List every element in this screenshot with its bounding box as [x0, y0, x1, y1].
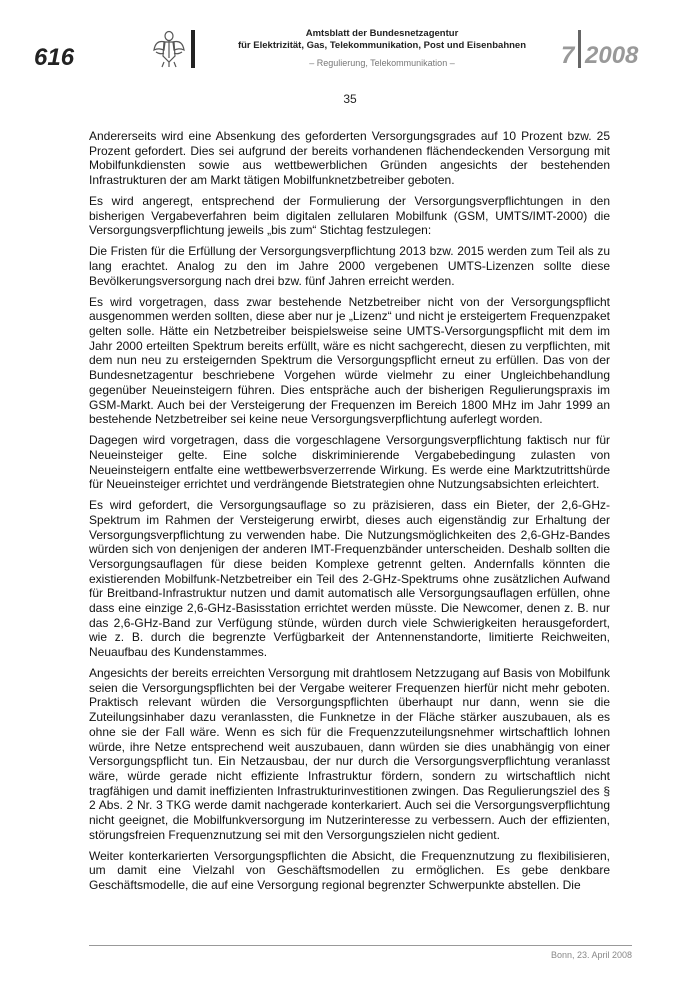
- footer-rule: [89, 945, 632, 946]
- footer-place-date: Bonn, 23. April 2008: [550, 950, 632, 960]
- paragraph: Es wird angeregt, entsprechend der Formulierung der Versorgungsverpflichtungen in den bisherigen Vergabeverfahren beim digitalen zellularen Mobilfunk (GSM, UMTS/IMT-2000) die Versorgungsverpflichtung jeweils „bis zum“ Stichtag festzulegen:: [89, 194, 610, 238]
- federal-eagle-icon: [152, 28, 186, 68]
- body-text: [89, 129, 610, 899]
- issue-number: 7: [561, 42, 575, 69]
- journal-title-line-2: für Elektrizität, Gas, Telekommunikation, Post und Eisenbahnen: [237, 40, 527, 51]
- paragraph: Es wird gefordert, die Versorgungsauflage so zu präzisieren, dass ein Bieter, der 2,6-GHz-Spektrum im Rahmen der Versteigerung erwirbt, dieses auch eigenständig zur Erhaltung der Versorgungsverpflichtung zu verwenden habe. Die Nutzungsmöglichkeiten des 2,6-GHz-Bandes würden sich von denjenigen der anderen IMT-Frequenzbänder unterscheiden. Deshalb sollten die Versorgungsauflagen für diese beiden Komplexe getrennt gelten. Andernfalls könnten die existierenden Mobilfunk-Netzbetreiber ein Teil des 2-GHz-Spektrums ohne zusätzlichen Aufwand für Breitband-Infrastruktur nutzen und damit automatisch alle Versorgungsauflagen erfüllen, ohne dass eine einzige 2,6-GHz-Basisstation errichtet werden müsste. Die Newcomer, denen z. B. nur das 2,6-GHz-Band zur Verfügung stünde, würden durch viele Schwierigkeiten herausgefordert, wie z. B. durch die begrenzte Verfügbarkeit der Antennenstandorte, limitierte Reichweiten, Neuaufbau des Kundenstammes.: [89, 498, 610, 660]
- issue-year: 2008: [585, 42, 639, 69]
- paragraph: Dagegen wird vorgetragen, dass die vorgeschlagene Versorgungsverpflichtung faktisch nur für Neueinsteiger gelte. Eine solche diskriminierende Vergabebedingung zulasten von Neueinsteigern entfalte eine wettbewerbsverzerrende Wirkung. Es werde eine Marktzutrittshürde für Neueinsteiger errichtet und verdrängende Bietstrategien ohne Nutzungsabsichten erleichtert.: [89, 433, 610, 492]
- page-number: 616: [34, 44, 75, 71]
- section-number: 35: [343, 92, 357, 106]
- paragraph: Es wird vorgetragen, dass zwar bestehende Netzbetreiber nicht von der Versorgungspflicht ausgenommen werden sollten, diese aber nur je „Lizenz“ und nicht je ersteigertem Frequenzpaket gelten solle. Hätte ein Netzbetreiber beispielsweise seine UMTS-Versorgungspflicht mit dem im Jahr 2000 erteilten Spektrum bereits erfüllt, wäre es nicht sachgerecht, diesen zu verpflichten, mit dem nun neu zu ersteigernden Spektrum die Versorgungspflicht erneut zu erfüllen. Das von der Bundesnetzagentur beschriebene Vorgehen würde vielmehr zu einer Ungleichbehandlung gegenüber Neueinsteigern führen. Dies entspräche auch der bisherigen Regulierungspraxis im GSM-Markt. Auch bei der Versteigerung der Frequenzen im Bereich 1800 MHz im Jahr 1999 an bestehende Netzbetreiber sei keine neue Versorgungsverpflichtung auferlegt worden.: [89, 294, 610, 427]
- paragraph: Die Fristen für die Erfüllung der Versorgungsverpflichtung 2013 bzw. 2015 werden zum Teil als zu lang erachtet. Analog zu den im Jahre 2000 vergebenen UMTS-Lizenzen sollte diese Bevölkerungsversorgung nach drei bzw. fünf Jahren erreicht werden.: [89, 244, 610, 288]
- journal-subtitle: – Regulierung, Telekommunikation –: [309, 58, 455, 68]
- journal-title-line-1: Amtsblatt der Bundesnetzagentur: [305, 28, 459, 39]
- journal-title: [232, 28, 532, 52]
- issue-divider-bar: [578, 30, 581, 68]
- paragraph: Andererseits wird eine Absenkung des geforderten Versorgungsgrades auf 10 Prozent bzw. 25 Prozent gefordert. Dies sei aufgrund der bereits vorhandenen flächendeckenden Versorgung mit Mobilfunkdiensten sowie aus wettbewerblichen Gründen angesichts der bestehenden Infrastrukturen der am Markt tätigen Mobilfunknetzbetreiber geboten.: [89, 129, 610, 188]
- paragraph: Weiter konterkarierten Versorgungspflichten die Absicht, die Frequenznutzung zu flexibilisieren, um damit eine Vielzahl von Geschäftsmodellen zu ermöglichen. Es gebe denkbare Geschäftsmodelle, die auf eine Versorgung regional begrenzter Schwerpunkte abstellen. Die: [89, 848, 610, 893]
- paragraph: Angesichts der bereits erreichten Versorgung mit drahtlosem Netzzugang auf Basis von Mobilfunk seien die Versorgungspflichten bei der Vergabe weiterer Frequenzen hierfür nicht mehr geboten. Praktisch relevant würden die Versorgungspflichten überhaupt nur dann, wenn sie die Zuteilungsinhaber dazu veranlassten, die Funknetze in der Fläche stärker auszubauen, als es ohne sie der Fall wäre. Wenn es sich für die Frequenzzuteilungsnehmer wirtschaftlich lohnen würde, ihre Netze entsprechend weit auszubauen, dann würden sie dies unabhängig von einer Versorgungspflicht tun. Ein Netzausbau, der nur durch die Versorgungsverpflichtung veranlasst wäre, würde gerade nicht effiziente Infrastruktur fördern, sondern zu wirtschaftlich nicht tragfähigen und damit ineffizienten Infrastrukturinvestitionen zwingen. Das Regulierungsziel des § 2 Abs. 2 Nr. 3 TKG werde damit nachgerade konterkariert. Auch sei die Versorgungsverpflichtung nicht geeignet, die Mobilfunkversorgung im Nutzerinteresse zu verbessern. Auch der effizienten, störungsfreien Frequenznutzung sei mit den Versorgungszielen nicht gedient.: [89, 666, 610, 842]
- header-divider-bar: [191, 30, 195, 68]
